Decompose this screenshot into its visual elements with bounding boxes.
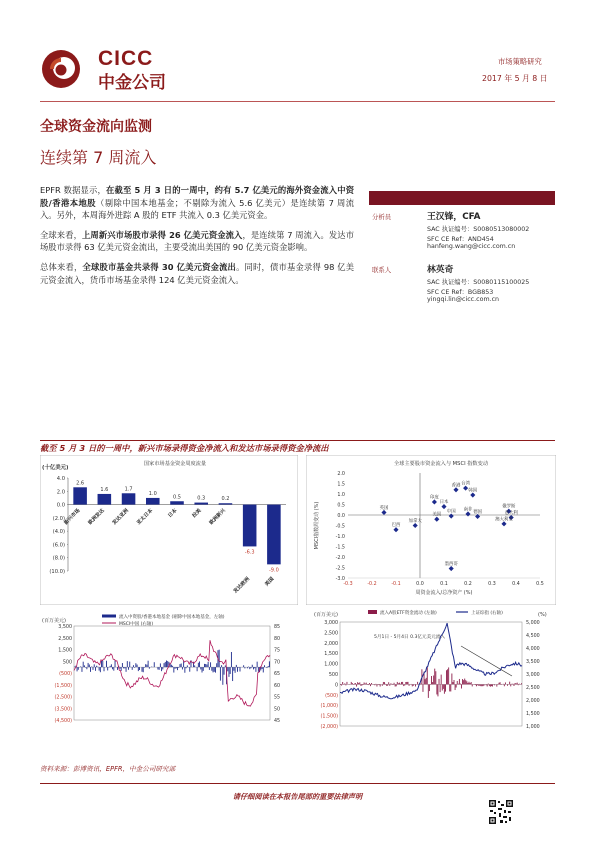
category-label: 发达欧洲 [232, 576, 252, 595]
legal-notice: 请仔细阅读在本报告尾部的重要法律声明 [232, 792, 363, 801]
y-tick-label: -2.5 [335, 566, 345, 572]
x-tick-label: -0.3 [343, 582, 353, 587]
y-tick-label-right: 4,500 [526, 634, 540, 639]
analyst-detail: SAC 执证编号：S0080513080002 [427, 226, 530, 233]
y-tick-label: (4,500) [54, 719, 72, 724]
body-paragraph [40, 261, 354, 286]
chart-section-title: 截至 5 月 3 日的一周中，新兴市场录得资金净流入和发达市场录得资金净流出 [40, 443, 329, 453]
data-label: 1.0 [148, 490, 157, 497]
legend-label: 流入中资股/香港本地基金 (剔除中国本地基金，左轴) [119, 615, 225, 620]
y-tick-label-right: 60 [274, 683, 281, 689]
y-tick-label: 500 [62, 660, 72, 666]
brand-name: CICC [98, 47, 154, 70]
y-tick-label-right: 45 [274, 719, 281, 724]
y-tick-label-right: 5,000 [526, 621, 540, 626]
analyst-detail[interactable]: yingqi.lin@cicc.com.cn [427, 296, 500, 303]
x-tick-label: 0.0 [416, 582, 424, 587]
y-tick-label-right: 2,000 [526, 699, 540, 704]
cicc-logo-icon [40, 48, 90, 90]
analyst-name: 王汉锋，CFA [427, 212, 481, 222]
y-tick-label-right: 70 [274, 660, 281, 666]
point-label: 美国 [432, 512, 442, 518]
y-tick-label-right: 80 [274, 636, 281, 642]
y-tick-label: 1,000 [324, 662, 338, 668]
y-tick-label-right: 3,000 [526, 673, 540, 678]
ashare-etf-chart [306, 608, 556, 758]
y-tick-label: 500 [328, 673, 338, 678]
chart-frame [40, 455, 298, 605]
y-tick-label: 1,500 [58, 648, 72, 654]
y-tick-label-right: 1,000 [526, 725, 540, 730]
annotation: 5月1日 - 5月4日 0.3亿元美元流入 [374, 635, 445, 640]
body-highlight: 上周新兴市场股市录得 26 亿美元资金流入 [82, 229, 243, 240]
chart-bg [306, 608, 556, 758]
y-tick-label: (8.0) [52, 555, 65, 562]
y-tick-label: (1,500) [320, 714, 338, 720]
category-label: 新兴市场 [63, 507, 82, 527]
analyst-detail: SFC CE Ref：AND454 [427, 235, 494, 243]
point-label: 印度 [430, 495, 439, 501]
y-tick-label-right: 2,500 [526, 686, 540, 691]
y-tick-label-right: 50 [274, 707, 281, 713]
x-axis-label: 周资金流入/总净资产 (%) [415, 590, 473, 596]
bar [146, 498, 160, 505]
y-tick-label: 2.0 [337, 472, 345, 477]
point-label: 加拿大 [408, 519, 422, 524]
bar [170, 501, 184, 504]
bar-chart-flows [40, 455, 298, 605]
y-tick-label: 0.0 [337, 514, 345, 519]
y-axis-label: MSCI指数周变动 (%) [314, 501, 320, 550]
data-label: 1.7 [124, 486, 133, 493]
y-axis-label: (百万美元) [42, 618, 66, 624]
point-label: 英国 [379, 505, 389, 511]
y-tick-label: -1.5 [335, 545, 345, 551]
y-tick-label: -3.0 [335, 577, 345, 582]
y-tick-label: (2.0) [52, 515, 65, 522]
point-label: 香港 [451, 483, 461, 489]
body-text [40, 184, 354, 293]
data-label: 0.3 [197, 495, 206, 502]
y-tick-label: (3,500) [54, 707, 72, 713]
scatter-chart-msci [306, 455, 556, 605]
legend-label: MSCI中国 (右轴) [119, 622, 154, 627]
brand-cn: 中金公司 [98, 73, 166, 93]
point-label: 德国 [473, 509, 482, 515]
y-tick-label: 0.5 [337, 503, 345, 509]
chart-bg [40, 610, 298, 758]
point-label: 台湾 [461, 481, 470, 487]
x-tick-label: -0.2 [367, 582, 377, 587]
legend-swatch [368, 610, 377, 614]
data-label: 0.5 [173, 494, 181, 501]
y-tick-label: (6.0) [52, 542, 65, 549]
body-highlight: 在截至 5 月 3 日的一周中，约有 5.7 亿美元的海外资金流入中资股/香港本地股 [40, 185, 355, 208]
y-tick-label-right: 85 [274, 625, 281, 630]
source-note: 资料来源：彭博资讯，EPFR，中金公司研究部 [40, 765, 176, 773]
chart-title: 全球主要股市资金流入与 MSCI 指数变动 [393, 461, 489, 467]
y-axis-label: (十亿美元) [42, 465, 69, 471]
x-tick-label: -0.1 [391, 582, 401, 587]
y-tick-label-right: 75 [274, 648, 281, 654]
analyst-name: 林英奇 [427, 265, 454, 275]
y-tick-label: (2,000) [320, 725, 338, 730]
y-tick-label: -2.0 [335, 556, 345, 561]
report-series: 全球资金流向监测 [40, 119, 152, 135]
body-paragraph [40, 184, 354, 222]
bar [267, 505, 281, 565]
y-tick-label: 1.5 [337, 482, 345, 488]
analyst-detail: SAC 执证编号：S0080115100025 [427, 279, 530, 286]
analyst-card [369, 209, 555, 256]
y-tick-label: -0.5 [335, 524, 345, 530]
y-tick-label: (1,000) [320, 704, 338, 710]
y-tick-label: 2,500 [58, 636, 72, 642]
bar [98, 494, 112, 505]
x-tick-label: 0.4 [512, 582, 520, 587]
data-label: -9.0 [269, 567, 279, 574]
report-date: 2017 年 5 月 8 日 [482, 74, 548, 83]
analyst-detail[interactable]: hanfeng.wang@cicc.com.cn [427, 243, 516, 250]
body-text-run: 全球来看， [40, 229, 83, 240]
point-label: 韩国 [468, 488, 478, 494]
analyst-detail: SFC CE Ref：BGB853 [427, 288, 494, 296]
point-label: 巴西 [391, 523, 401, 529]
data-label: 2.6 [76, 480, 85, 487]
point-label: 墨西哥 [444, 562, 458, 568]
cicc-logo [40, 48, 90, 90]
y-tick-label-right: 65 [274, 672, 281, 677]
point-label: 南非 [463, 507, 473, 513]
category-label: 欧洲发达 [87, 507, 106, 527]
y-tick-label: 3,000 [324, 621, 338, 626]
body-text-run: ，是连续第 7 周流入。发达市场股市录得 63 亿美元资金流出，主要受流出美国的 90 亿美元资金影响。 [40, 229, 354, 253]
analyst-role: 分析员 [372, 213, 392, 221]
category-label: 日本 [167, 507, 179, 520]
category-label: 美国 [263, 576, 276, 588]
point-label: 意大利 [504, 511, 518, 517]
x-tick-label: 0.1 [440, 582, 448, 587]
qr-code-icon [488, 799, 514, 825]
x-tick-label: 0.2 [464, 582, 472, 587]
y-tick-label: (500) [59, 672, 72, 677]
chart-rule [40, 440, 555, 441]
body-text-run: （剔除中国本地基金；不剔除为流入 5.6 亿美元）是连续第 7 周流入。另外，本周海外进踪 A 股的 ETF 共流入 0.3 亿美元资金。 [40, 197, 355, 221]
bar [243, 505, 257, 547]
analyst-role: 联系人 [372, 266, 392, 274]
report-category: 市场策略研究 [498, 57, 542, 66]
x-tick-label: 0.5 [536, 582, 544, 587]
category-label: 欧洲新兴 [208, 507, 227, 527]
point-label: 俄罗斯 [502, 504, 516, 510]
data-label: 0.2 [221, 496, 230, 503]
china-fund-chart [40, 610, 298, 758]
body-paragraph [40, 229, 354, 254]
y-tick-label: (500) [325, 693, 338, 699]
y-tick-label: (4.0) [52, 529, 65, 536]
data-label: -6.3 [244, 549, 255, 556]
chart-title: 国家市场基金资金周度流量 [143, 461, 207, 467]
point-label: 中国 [446, 509, 456, 515]
y-tick-label: 0.0 [56, 502, 65, 509]
legend-label: 上证综指 (右轴) [471, 611, 503, 616]
analyst-card [369, 262, 555, 309]
y-tick-label: -1.0 [335, 535, 345, 540]
body-text-run: 。同时，债市基金录得 98 亿美元资金流入，货币市场基金录得 124 亿美元资金流入。 [40, 261, 354, 285]
body-text-run: EPFR 数据显示， [40, 185, 107, 195]
y-tick-label-right: 4,000 [526, 647, 540, 652]
y-tick-label: (10.0) [49, 569, 65, 575]
y-tick-label: (2,500) [54, 695, 72, 701]
header-rule [40, 101, 555, 102]
bar [122, 493, 136, 504]
analyst-panel [369, 209, 555, 309]
y-tick-label: 2.0 [56, 489, 65, 496]
y-axis-label: (百万美元) [314, 612, 338, 618]
category-label: 亚太日本 [135, 507, 155, 527]
y-tick-label-right: 1,500 [526, 712, 540, 717]
point-label: 澳大利亚 [495, 517, 513, 523]
point-label: 日本 [439, 500, 449, 506]
y-tick-label: 0 [334, 683, 338, 689]
legend-label: 流入A股ETF资金流动 (左轴) [380, 611, 437, 616]
x-tick-label: 0.3 [488, 582, 496, 587]
bar [73, 487, 87, 504]
y-tick-label: 1,500 [324, 652, 338, 658]
bar [194, 503, 208, 505]
y-tick-label-right: 55 [274, 695, 281, 701]
bottom-rule [40, 783, 555, 784]
y-axis-unit-right: (%) [538, 612, 547, 618]
y-tick-label: 3,500 [58, 625, 72, 630]
category-label: 拉美 [191, 507, 203, 520]
y-tick-label: 1.0 [337, 493, 345, 498]
bar [219, 503, 233, 504]
body-text-run: 总体来看， [40, 261, 83, 272]
y-tick-label-right: 3,500 [526, 660, 540, 665]
sidebar-bar [369, 191, 555, 205]
category-label: 发达亚洲 [111, 507, 130, 527]
report-title: 连续第 7 周流入 [40, 148, 157, 167]
y-tick-label: 4.0 [56, 476, 65, 482]
y-tick-label: (1,500) [54, 683, 72, 689]
y-tick-label: 2,500 [324, 631, 338, 637]
data-label: 1.6 [100, 486, 109, 493]
body-highlight: 全球股市基金共录得 30 亿美元资金流出 [82, 261, 237, 272]
y-tick-label: 2,000 [324, 641, 338, 647]
